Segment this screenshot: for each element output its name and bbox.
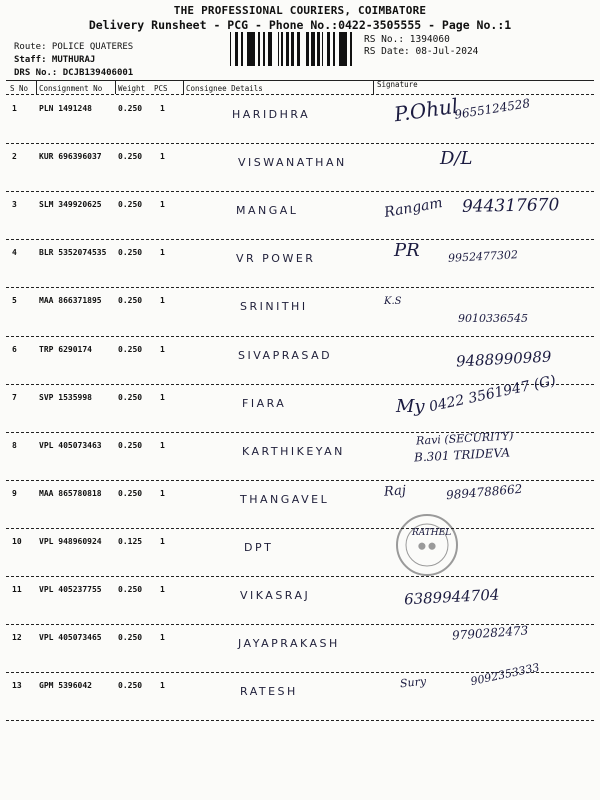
col-header-sno: S No <box>10 84 29 93</box>
col-header-consignee: Consignee Details <box>186 84 263 93</box>
row-consignee-name: MANGAL <box>236 204 299 218</box>
row-weight: 0.250 <box>118 392 143 402</box>
barcode-bar <box>230 32 231 66</box>
row-divider <box>6 287 594 288</box>
row-consignee-name: KARTHIKEYAN <box>242 444 345 458</box>
row-pcs: 1 <box>160 536 165 546</box>
barcode-bar <box>311 32 312 66</box>
row-pcs: 1 <box>160 200 165 210</box>
barcode-bar <box>317 32 319 66</box>
row-signature-phone: B.301 TRIDEVA <box>413 445 511 465</box>
barcode-bar <box>333 32 335 66</box>
table-row <box>0 673 600 721</box>
row-consignment-no: SVP 1535998 <box>39 392 92 402</box>
row-signature-phone: 944317670 <box>461 195 560 217</box>
row-pcs: 1 <box>160 392 165 402</box>
column-divider <box>36 80 37 94</box>
row-consignee-name: DPT <box>244 540 274 554</box>
row-pcs: 1 <box>160 488 165 498</box>
row-weight: 0.250 <box>118 200 143 210</box>
row-consignment-no: VPL 405237755 <box>39 585 102 594</box>
barcode-bar <box>312 32 315 66</box>
barcode-bar <box>307 32 309 66</box>
row-weight: 0.250 <box>118 633 143 643</box>
row-sno: 8 <box>12 440 17 450</box>
row-sno: 9 <box>12 488 17 498</box>
row-weight: 0.250 <box>118 681 143 691</box>
row-pcs: 1 <box>160 104 165 113</box>
row-sno: 5 <box>12 296 17 306</box>
table-row <box>0 577 600 625</box>
row-pcs: 1 <box>160 248 165 258</box>
row-sno: 2 <box>12 152 17 162</box>
barcode-bar <box>322 32 323 66</box>
row-pcs: 1 <box>160 296 165 306</box>
row-consignment-no: SLM 349920625 <box>39 200 102 210</box>
row-sno: 3 <box>12 200 17 210</box>
row-divider <box>6 480 594 481</box>
company-name: THE PROFESSIONAL COURIERS, COIMBATORE <box>173 4 427 17</box>
barcode-bar <box>297 32 300 66</box>
col-header-signature: Signature <box>377 80 418 89</box>
barcode-bar <box>263 32 264 66</box>
column-divider <box>183 80 184 94</box>
row-pcs: 1 <box>160 344 165 354</box>
row-sno: 4 <box>12 248 17 258</box>
row-signature-phone: 9655124528 <box>453 96 531 122</box>
barcode-bar <box>252 32 255 66</box>
column-divider <box>373 80 374 94</box>
row-sno: 10 <box>12 536 22 546</box>
barcode-bar <box>350 32 352 66</box>
row-divider <box>6 336 594 337</box>
row-consignee-name: VISWANATHAN <box>238 156 347 170</box>
row-pcs: 1 <box>160 681 165 691</box>
row-sno: 13 <box>12 681 22 691</box>
barcode-bar <box>292 32 294 66</box>
row-signature-phone: 6389944704 <box>403 585 500 609</box>
row-signature-phone: 0422 3561947 (G) <box>427 372 558 416</box>
staff-label: Staff: MUTHURAJ <box>14 55 96 65</box>
barcode-bar <box>319 32 320 66</box>
row-signature-phone: 9790282473 <box>451 623 529 643</box>
row-consignee-name: JAYAPRAKASH <box>238 637 340 651</box>
row-consignee-name: HARIDHRA <box>232 108 311 121</box>
barcode-bar <box>291 32 292 66</box>
row-divider <box>6 720 594 721</box>
barcode-bar <box>264 32 265 66</box>
row-weight: 0.250 <box>118 344 143 354</box>
barcode-bar <box>339 32 342 66</box>
barcode-bar <box>247 32 250 66</box>
barcode-bar <box>342 32 344 66</box>
row-sno: 1 <box>12 104 17 113</box>
route-label: Route: POLICE QUATERES <box>14 42 134 52</box>
delivery-stamp <box>394 512 460 578</box>
col-header-consignment: Consignment No <box>39 84 103 93</box>
row-sno: 11 <box>12 585 22 594</box>
column-divider <box>115 80 116 94</box>
row-divider <box>6 143 594 144</box>
row-signature: RATHEL <box>412 528 452 538</box>
header-top-rule <box>6 80 594 81</box>
row-signature-phone: 9894788662 <box>445 481 523 503</box>
row-signature-phone: 9488990989 <box>455 347 552 371</box>
row-signature: K.S <box>384 296 402 307</box>
svg-text:⬤ ⬤: ⬤ ⬤ <box>418 542 436 550</box>
row-weight: 0.250 <box>118 440 143 450</box>
row-consignee-name: VR POWER <box>236 252 316 266</box>
barcode-bar <box>270 32 272 66</box>
row-consignment-no: BLR 5352074535 <box>39 248 107 258</box>
row-signature: Raj <box>383 483 407 500</box>
row-weight: 0.250 <box>118 152 143 162</box>
barcode-bar <box>281 32 283 66</box>
barcode-bar <box>286 32 289 66</box>
row-signature: Sury <box>399 674 427 691</box>
row-divider <box>6 576 594 577</box>
rs-number: RS No.: 1394060 <box>364 34 450 45</box>
row-consignment-no: PLN 1491248 <box>39 104 92 113</box>
row-signature: My <box>396 396 425 417</box>
header-bottom-rule <box>6 94 594 95</box>
row-signature: PR <box>394 240 420 261</box>
row-signature-phone: 9092353333 <box>469 660 541 689</box>
row-weight: 0.250 <box>118 488 143 498</box>
row-consignee-name: VIKASRAJ <box>240 589 311 602</box>
row-pcs: 1 <box>160 585 165 594</box>
row-consignment-no: MAA 866371895 <box>39 296 102 306</box>
row-signature: P.Ohul <box>392 93 460 127</box>
row-consignee-name: SIVAPRASAD <box>238 348 333 362</box>
row-signature: D/L <box>440 148 473 169</box>
barcode-bar <box>250 32 252 66</box>
row-weight: 0.250 <box>118 296 143 306</box>
table-row <box>0 240 600 288</box>
row-signature-phone: 9010336545 <box>458 312 528 325</box>
row-consignment-no: MAA 865780818 <box>39 488 102 498</box>
row-consignee-name: THANGAVEL <box>240 492 330 506</box>
row-signature: Ravi (SECURITY) <box>415 429 514 448</box>
row-pcs: 1 <box>160 440 165 450</box>
col-header-weight: Weight <box>118 84 146 93</box>
barcode-bar <box>258 32 260 66</box>
row-pcs: 1 <box>160 152 165 162</box>
row-consignee-name: FIARA <box>242 396 287 410</box>
row-consignee-name: RATESH <box>240 685 298 699</box>
barcode-bar <box>235 32 238 66</box>
runsheet-title: Delivery Runsheet - PCG - Phone No.:0422-3505555 - Page No.:1 <box>88 18 512 32</box>
row-consignment-no: KUR 696396037 <box>39 152 102 162</box>
row-consignment-no: TRP 6290174 <box>39 344 92 354</box>
row-sno: 12 <box>12 633 22 643</box>
rs-date: RS Date: 08-Jul-2024 <box>364 46 479 57</box>
row-divider <box>6 528 594 529</box>
row-pcs: 1 <box>160 633 165 643</box>
row-consignment-no: VPL 405073465 <box>39 633 102 643</box>
table-row <box>0 144 600 192</box>
barcode-bar <box>278 32 279 66</box>
row-divider <box>6 191 594 192</box>
row-signature-phone: 9952477302 <box>447 248 519 265</box>
barcode-bar <box>327 32 330 66</box>
barcode-bar <box>241 32 243 66</box>
row-signature: Rangam <box>383 195 444 221</box>
row-consignment-no: VPL 405073463 <box>39 440 102 450</box>
row-divider <box>6 239 594 240</box>
row-consignment-no: VPL 948960924 <box>39 536 102 546</box>
row-sno: 7 <box>12 392 17 402</box>
row-weight: 0.125 <box>118 536 143 546</box>
col-header-pcs: PCS <box>154 84 168 93</box>
row-consignment-no: GPM 5396042 <box>39 681 92 691</box>
barcode-bar <box>306 32 307 66</box>
barcode-bar <box>344 32 347 66</box>
row-weight: 0.250 <box>118 248 143 258</box>
row-weight: 0.250 <box>118 104 143 113</box>
row-sno: 6 <box>12 344 17 354</box>
table-row <box>0 529 600 577</box>
barcode <box>230 32 356 66</box>
row-weight: 0.250 <box>118 585 143 594</box>
barcode-bar <box>268 32 270 66</box>
drs-number: DRS No.: DCJB139406001 <box>14 68 134 78</box>
row-consignee-name: SRINITHI <box>240 300 308 314</box>
